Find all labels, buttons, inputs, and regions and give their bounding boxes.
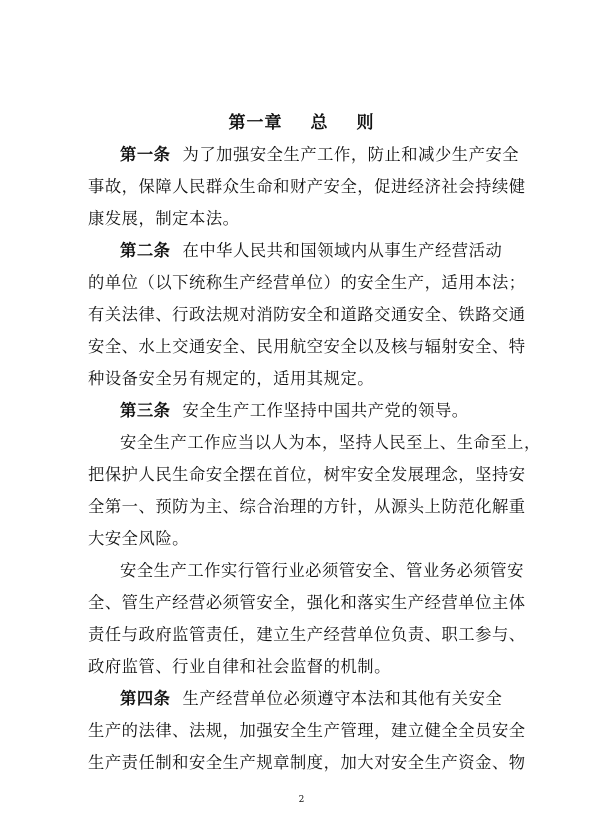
article-2-line-5: 种设备安全另有规定的，适用其规定。 <box>88 369 375 388</box>
article-1-text: 为了加强安全生产工作，防止和减少生产安全 <box>182 145 520 164</box>
article-3-para-2-line-1: 安全生产工作应当以人为本，坚持人民至上、生命至上， <box>120 433 541 452</box>
article-4-text: 生产经营单位必须遵守本法和其他有关安全 <box>182 689 503 708</box>
article-4-line-2: 生产的法律、法规，加强安全生产管理，建立健全全员安全 <box>88 721 526 740</box>
article-1-line-2: 事故，保障人民群众生命和财产安全，促进经济社会持续健 <box>88 177 526 196</box>
article-3-para-3-line-4: 政府监管、行业自律和社会监督的机制。 <box>88 657 391 676</box>
article-3-para-3-line-1: 安全生产工作实行管行业必须管安全、管业务必须管安 <box>120 561 524 580</box>
article-3-number: 第三条 <box>120 401 171 420</box>
chapter-label: 第一章 <box>228 113 283 133</box>
article-3-para-3-line-3: 责任与政府监管责任，建立生产经营单位负责、职工参与、 <box>88 625 526 644</box>
article-3-text: 安全生产工作坚持中国共产党的领导。 <box>182 401 469 420</box>
article-4-line-3: 生产责任制和安全生产规章制度，加大对安全生产资金、物 <box>88 753 526 772</box>
chapter-title-2: 则 <box>356 113 375 133</box>
article-3-para-3-line-2: 全、管生产经营必须管安全，强化和落实生产经营单位主体 <box>88 593 526 612</box>
article-3-para-2-line-3: 全第一、预防为主、综合治理的方针，从源头上防范化解重 <box>88 497 526 516</box>
page-number: 2 <box>298 795 305 805</box>
article-2-line-1 <box>120 241 502 261</box>
article-2-line-4: 安全、水上交通安全、民用航空安全以及核与辐射安全、特 <box>88 337 526 356</box>
article-2-number: 第二条 <box>120 241 171 260</box>
article-3-para-2-line-2: 把保护人民生命安全摆在首位，树牢安全发展理念，坚持安 <box>88 465 526 484</box>
chapter-heading <box>0 108 603 133</box>
article-2-line-3: 有关法律、行政法规对消防安全和道路交通安全、铁路交通 <box>88 305 526 324</box>
article-1-number: 第一条 <box>120 145 171 164</box>
article-4-number: 第四条 <box>120 689 171 708</box>
article-1-line-1 <box>120 145 519 165</box>
article-4-line-1 <box>120 689 502 709</box>
article-1-line-3: 康发展，制定本法。 <box>88 209 240 228</box>
chapter-title: 总 <box>310 113 329 133</box>
article-3-line-1 <box>120 401 469 421</box>
article-2-text: 在中华人民共和国领域内从事生产经营活动 <box>182 241 503 260</box>
article-3-para-2-line-4: 大安全风险。 <box>88 529 189 548</box>
article-2-line-2: 的单位（以下统称生产经营单位）的安全生产，适用本法； <box>88 273 526 292</box>
